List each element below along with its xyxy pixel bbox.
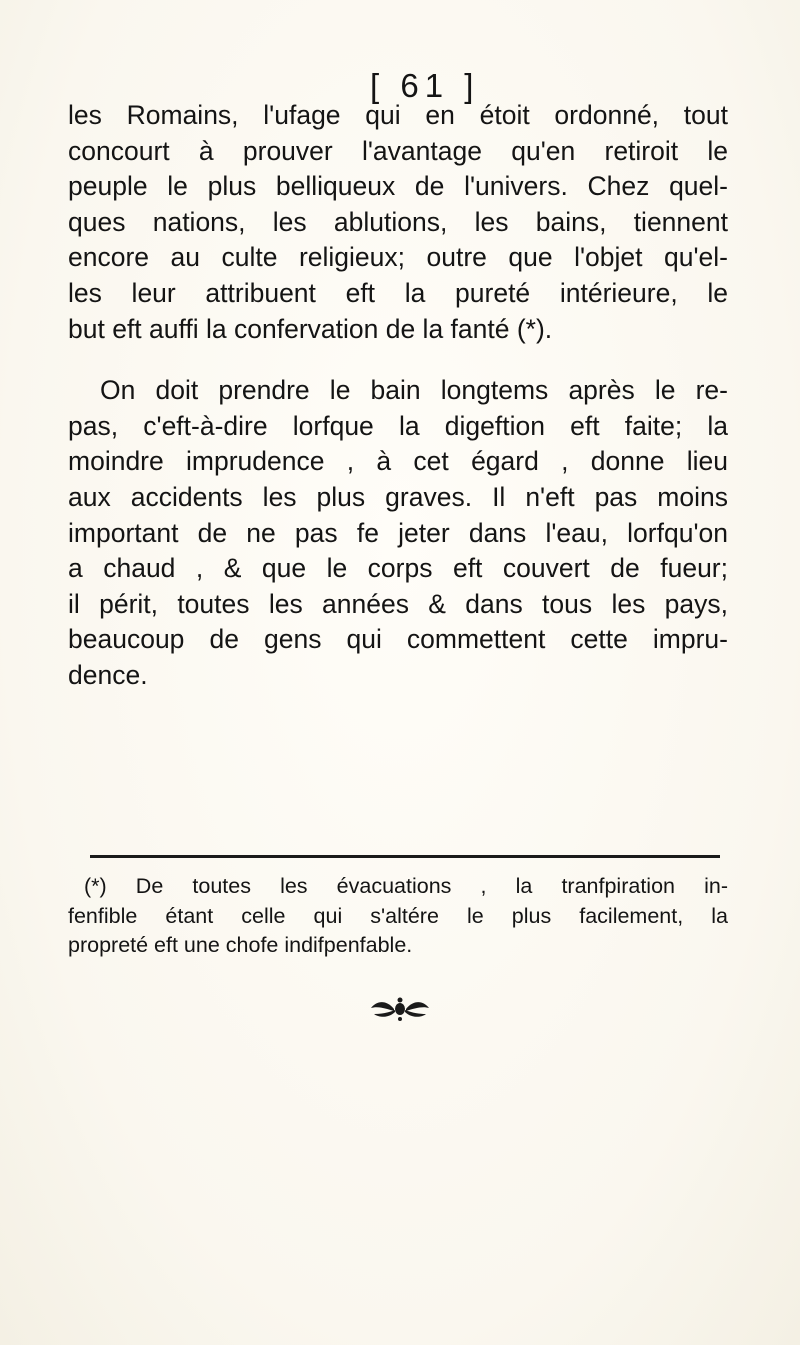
footnote-line: (*) De toutes les évacuations , la tranfpiration in- [84,874,728,898]
body-text [68,98,728,694]
fleuron-ornament-icon [365,996,435,1022]
text-line: les Romains, l'ufage qui en étoit ordonné, tout [68,100,728,130]
text-line: il périt, toutes les années & dans tous les pays, [68,588,728,619]
text-line: important de ne pas fe jeter dans l'eau, lorfqu'on [68,517,728,548]
text-line: les leur attribuent eft la pureté intérieure, le [68,277,728,308]
text-line: pas, c'eft-à-dire lorfque la digeftion eft faite; la [68,410,728,441]
footnote-line: propreté eft une chofe indifpenfable. [68,933,413,957]
footnote [68,872,728,961]
text-line: encore au culte religieux; outre que l'objet qu'el- [68,242,728,273]
text-line: On doit prendre le bain longtems après le re- [100,375,728,406]
text-line: concourt à prouver l'avantage qu'en retiroit le [68,135,728,166]
paragraph-1 [68,98,728,347]
page-number: [ 61 ] [370,67,480,104]
text-line: aux accidents les plus graves. Il n'eft pas moins [68,481,728,512]
footnote-line: fenfible étant celle qui s'altére le plus facilement, la [68,903,728,928]
text-line: but eft auffi la confervation de la fanté (*). [68,313,553,344]
text-line: moindre imprudence , à cet égard , donne lieu [68,446,728,477]
text-line: beaucoup de gens qui commettent cette impru- [68,624,728,655]
paragraph-2 [68,373,728,693]
text-line: dence. [68,659,148,690]
footnote-separator-rule [90,855,720,858]
text-line: peuple le plus belliqueux de l'univers. Chez quel- [68,171,728,202]
text-line: ques nations, les ablutions, les bains, tiennent [68,206,728,237]
text-line: a chaud , & que le corps eft couvert de fueur; [68,553,728,584]
